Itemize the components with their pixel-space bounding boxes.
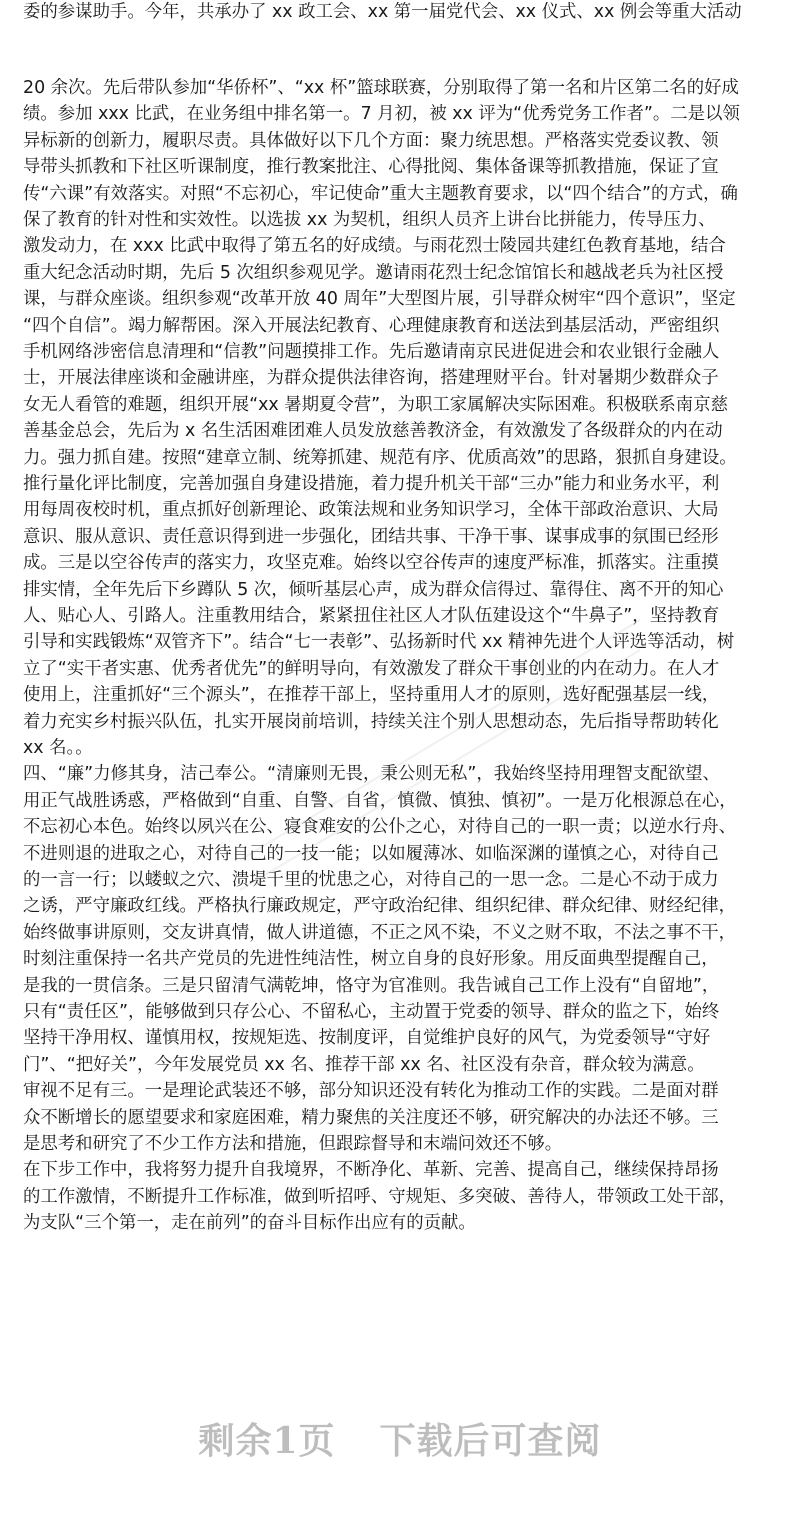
text-line: 用正气战胜诱惑，严格做到“自重、自警、自省，慎微、慎独、慎初”。一是万化根源总在心， bbox=[23, 790, 737, 811]
text-line: xx 名。。 bbox=[23, 738, 93, 758]
text-line: 立了“实干者实惠、优秀者优先”的鲜明导向，有效激发了群众干事创业的内在动力。在人才 bbox=[23, 658, 720, 679]
text-line: 绩。参加 xxx 比武，在业务组中排名第一。7 月初，被 xx 评为“优秀党务工作者”。二是以领 bbox=[23, 104, 740, 125]
text-line: 是我的一贯信条。三是只留清气满乾坤，恪守为官准则。我告诫自己工作上没有“自留地”， bbox=[23, 975, 720, 996]
download-to-view-label[interactable]: 下载后可查阅 bbox=[379, 1419, 602, 1462]
text-line: 士，开展法律座谈和金融讲座，为群众提供法律咨询，搭建理财平台。针对暑期少数群众子 bbox=[23, 368, 719, 389]
text-line: 引导和实践锻炼“双管齐下”。结合“七一表彰”、弘扬新时代 xx 精神先进个人评选等活动，树 bbox=[23, 632, 735, 653]
text-line: 审视不足有三。一是理论武装还不够，部分知识还没有转化为推动工作的实践。二是面对群 bbox=[23, 1081, 719, 1102]
text-line: 导带头抓教和下社区听课制度，推行教案批注、心得批阅、集体备课等抓教措施，保证了宣 bbox=[23, 157, 719, 178]
text-line: 不忘初心本色。始终以夙兴在公、寝食难安的公仆之心，对待自己的一职一责；以逆水行舟、 bbox=[23, 817, 737, 838]
text-line: 着力充实乡村振兴队伍，扎实开展岗前培训，持续关注个别人思想动态，先后指导帮助转化 bbox=[23, 711, 719, 732]
text-line: 在下步工作中，我将努力提升自我境界，不断净化、革新、完善、提高自己，继续保持昂扬 bbox=[23, 1160, 719, 1181]
text-line: 女无人看管的难题，组织开展“xx 暑期夏令营”，为职工家属解决实际困难。积极联系南京慈 bbox=[23, 394, 728, 415]
text-line: 善基金总会，先后为 x 名生活困难团难人员发放慈善教济金，有效激发了各级群众的内在动 bbox=[23, 421, 723, 442]
truncated-top-line: 委的参谋助手。今年，共承办了 xx 政工会、xx 第一届党代会、xx 仪式、xx 例会等重大活动 bbox=[23, 2, 742, 22]
text-line: 人、贴心人、引路人。注重教用结合，紧紧扭住社区人才队伍建设这个“牛鼻子”，坚持教育 bbox=[23, 606, 720, 626]
text-line: 意识、服从意识、责任意识得到进一步强化，团结共事、干净干事、谋事成事的氛围已经形 bbox=[23, 526, 719, 547]
text-line: 传“六课”有效落实。对照“不忘初心，牢记使命”重大主题教育要求，以“四个结合”的方式，确 bbox=[23, 183, 738, 204]
text-line: 手机网络涉密信息清理和“信教”问题摸排工作。先后邀请南京民进促进会和农业银行金融人 bbox=[23, 342, 720, 362]
text-line: 的工作激情，不断提升工作标准，做到听招呼、守规矩、多突破、善待人，带领政工处干部， bbox=[23, 1186, 737, 1207]
text-line: 的一言一行；以蝼蚁之穴、溃堤千里的忧患之心，对待自己的一思一念。二是心不动于成力 bbox=[23, 870, 719, 890]
text-line: 使用上，注重抓好“三个源头”，在推荐干部上，坚持重用人才的原则，选好配强基层一线， bbox=[23, 685, 720, 706]
remaining-pages-label: 剩余1页 bbox=[198, 1419, 336, 1462]
text-line: 坚持干净用权、谨慎用权，按规矩选、按制度评，自觉维护良好的风气，为党委领导“守好 bbox=[23, 1028, 711, 1049]
text-line: 四、“廉”力修其身，洁己奉公。“清廉则无畏，秉公则无私”，我始终坚持用理智支配欲望、 bbox=[23, 764, 720, 785]
text-line: 始终做事讲原则，交友讲真情，做人讲道德，不正之风不染，不义之财不取，不法之事不干， bbox=[23, 922, 737, 943]
text-line: 成。三是以空谷传声的落实力，攻坚克难。始终以空谷传声的速度严标准，抓落实。注重摸 bbox=[23, 553, 719, 574]
text-line: 力。强力抓自建。按照“建章立制、统筹抓建、规范有序、优质高效”的思路，狠抓自身建设。 bbox=[23, 447, 737, 468]
text-line: 众不断增长的愿望要求和家庭困难，精力聚焦的关注度还不够，研究解决的办法还不够。三 bbox=[23, 1107, 719, 1128]
download-banner[interactable] bbox=[0, 1408, 800, 1468]
text-line: 20 余次。先后带队参加“华侨杯”、“xx 杯”篮球联赛，分别取得了第一名和片区第二名的好成 bbox=[23, 78, 739, 98]
text-line: 重大纪念活动时期，先后 5 次组织参观见学。邀请雨花烈士纪念馆馆长和越战老兵为社区授 bbox=[23, 262, 724, 283]
text-line: 课，与群众座谈。组织参观“改革开放 40 周年”大型图片展，引导群众树牢“四个意识”，坚定 bbox=[23, 289, 736, 310]
text-line: 是思考和研究了不少工作方法和措施，但跟踪督导和末端问效还不够。 bbox=[23, 1134, 563, 1154]
text-line: 异标新的创新力，履职尽责。具体做好以下几个方面：聚力统思想。严格落实党委议教、领 bbox=[23, 130, 719, 151]
text-line: 激发动力，在 xxx 比武中取得了第五名的好成绩。与雨花烈士陵园共建红色教育基地，结合 bbox=[23, 236, 726, 257]
text-line: 用每周夜校时机，重点抓好创新理论、政策法规和业务知识学习，全体干部政治意识、大局 bbox=[23, 500, 719, 521]
text-line: 只有“责任区”，能够做到只存公心、不留私心，主动置于党委的领导、群众的监之下，始终 bbox=[23, 1002, 720, 1022]
text-line: 为支队“三个第一，走在前列”的奋斗目标作出应有的贡献。 bbox=[23, 1213, 476, 1234]
text-line: 推行量化评比制度，完善加强自身建设措施，着力提升机关干部“三办”能力和业务水平，利 bbox=[23, 474, 720, 494]
text-line: 门”、“把好关”，今年发展党员 xx 名、推荐干部 xx 名、社区没有杂音，群众较为满意。 bbox=[23, 1054, 705, 1075]
text-line: 保了教育的针对性和实效性。以选拔 xx 为契机，组织人员齐上讲台比拼能力，传导压力、 bbox=[23, 210, 716, 230]
text-line: 之诱，严守廉政红线。严格执行廉政规定，严守政治纪律、组织纪律、群众纪律、财经纪律， bbox=[23, 896, 737, 917]
text-line: 时刻注重保持一名共产党员的先进性纯洁性，树立自身的良好形象。用反面典型提醒自己， bbox=[23, 949, 719, 970]
text-line: “四个自信”。竭力解帮困。深入开展法纪教育、心理健康教育和送法到基层活动，严密组织 bbox=[23, 315, 720, 336]
text-line: 排实情，全年先后下乡蹲队 5 次，倾听基层心声，成为群众信得过、靠得住、离不开的知心 bbox=[23, 579, 724, 600]
text-line: 不进则退的进取之心，对待自己的一技一能；以如履薄冰、如临深渊的谨慎之心，对待自己 bbox=[23, 843, 719, 864]
